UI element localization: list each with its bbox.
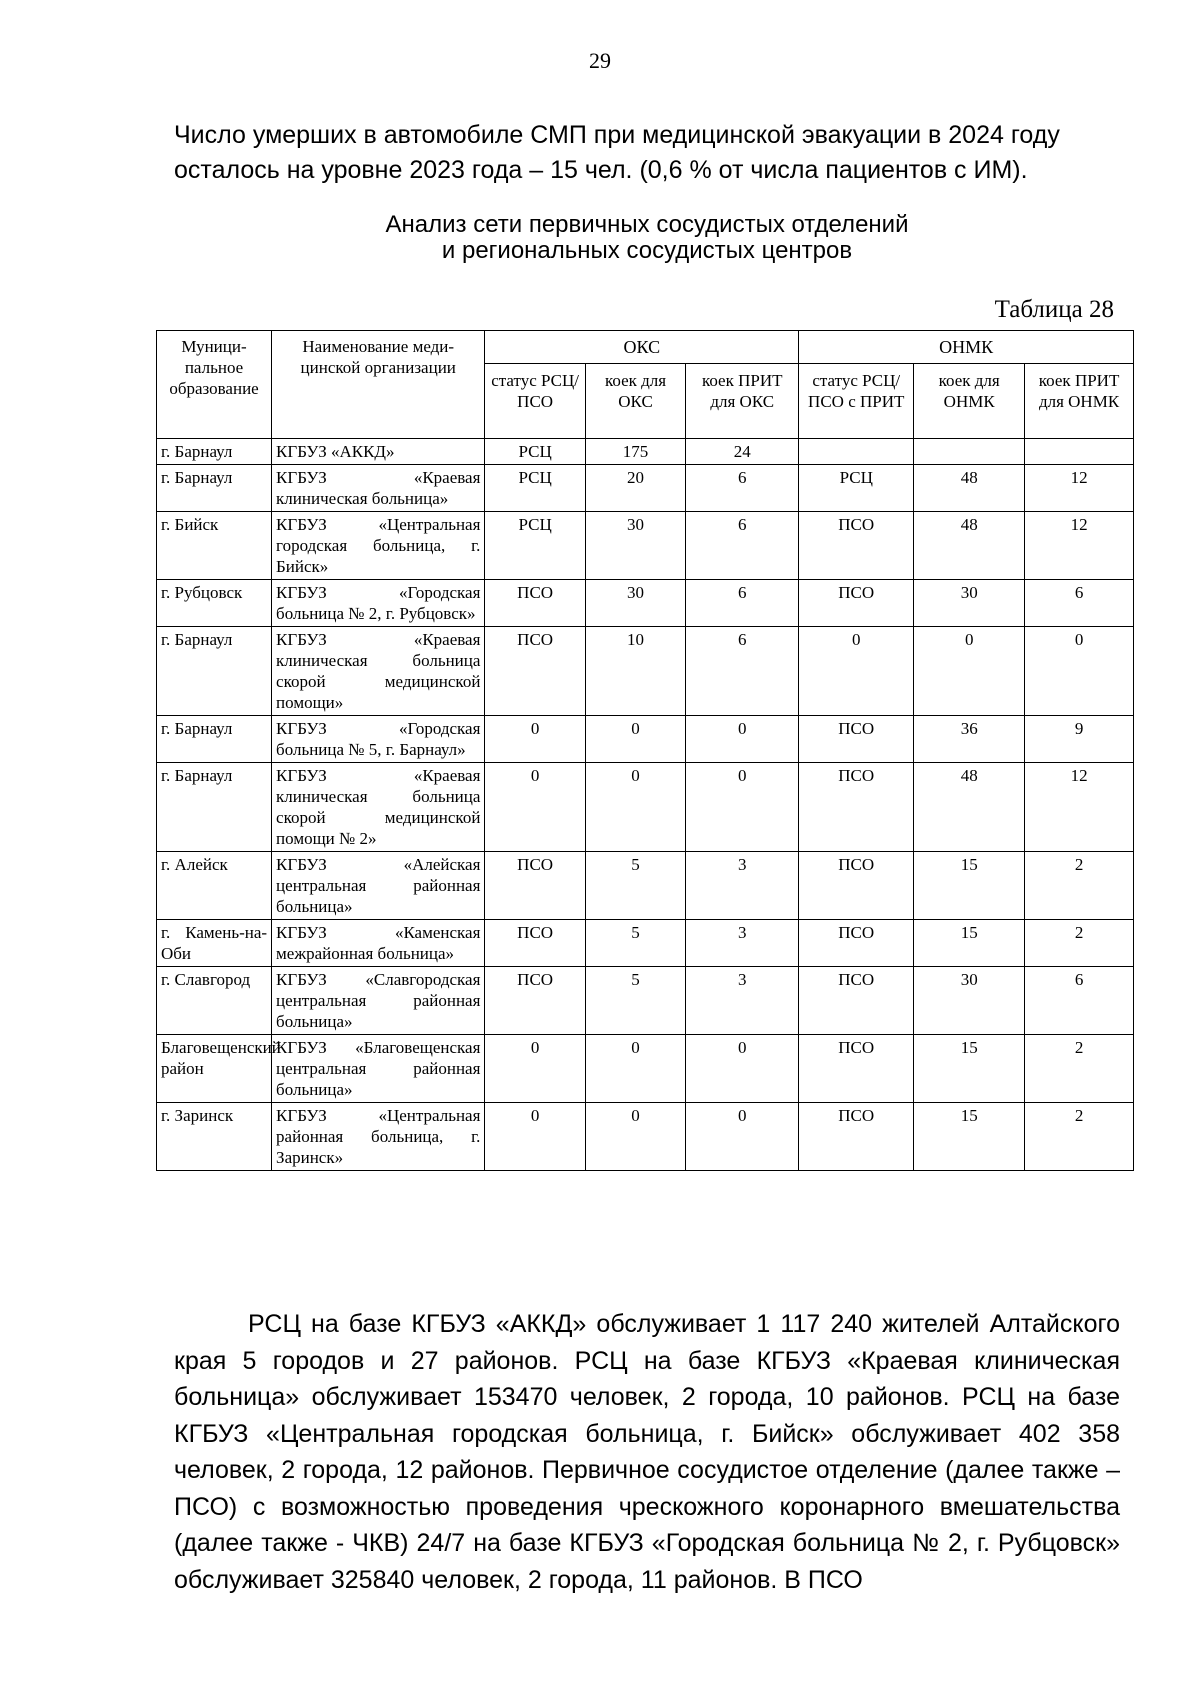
cell-oks-beds: 5 [585, 967, 685, 1035]
cell-onmk-beds: 15 [914, 1103, 1025, 1171]
cell-organization: КГБУЗ «Городская больница № 5, г. Барнаул» [272, 716, 485, 763]
header-onmk-beds: коек для ОНМК [914, 364, 1025, 439]
cell-oks-beds: 30 [585, 512, 685, 580]
cell-oks-prit: 0 [686, 716, 799, 763]
cell-oks-status: ПСО [485, 580, 585, 627]
cell-onmk-beds: 48 [914, 763, 1025, 852]
table-row [157, 716, 1134, 763]
cell-onmk-prit: 2 [1025, 1103, 1134, 1171]
cell-oks-status: РСЦ [485, 465, 585, 512]
table-row [157, 465, 1134, 512]
cell-onmk-status: ПСО [799, 852, 914, 920]
cell-organization: КГБУЗ «Центральная районная больница, г. Заринск» [272, 1103, 485, 1171]
cell-oks-beds: 10 [585, 627, 685, 716]
cell-oks-prit: 24 [686, 439, 799, 465]
cell-oks-prit: 0 [686, 1103, 799, 1171]
header-oks-status: статус РСЦ/ПСО [485, 364, 585, 439]
table-body [157, 439, 1134, 1171]
cell-oks-beds: 175 [585, 439, 685, 465]
cell-onmk-status: ПСО [799, 967, 914, 1035]
cell-organization: КГБУЗ «Славгородская центральная районная больница» [272, 967, 485, 1035]
cell-oks-beds: 5 [585, 920, 685, 967]
table-container [156, 330, 1134, 1171]
cell-municipality: г. Барнаул [157, 627, 272, 716]
page-number: 29 [589, 48, 611, 73]
body-paragraph: РСЦ на базе КГБУЗ «АККД» обслуживает 1 117 240 жителей Алтайского края 5 городов и 27 районов. РСЦ на базе КГБУЗ «Краевая клиническая больница» обслуживает 153470 человек, 2 города, 10 районов. РСЦ на базе КГБУЗ «Центральная городская больница, г. Бийск» обслуживает 402 358 человек, 2 города, 12 районов. Первичное сосудистое отделение (далее также – ПСО) с возможностью проведения чрескожного коронарного вмешательства (далее также - ЧКВ) 24/7 на базе КГБУЗ «Городская больница № 2, г. Рубцовск» обслуживает 325840 человек, 2 города, 11 районов. В ПСО [174, 1310, 1120, 1594]
cell-oks-prit: 6 [686, 512, 799, 580]
cell-onmk-status: ПСО [799, 512, 914, 580]
cell-oks-prit: 6 [686, 627, 799, 716]
cell-oks-beds: 0 [585, 763, 685, 852]
cell-oks-prit: 6 [686, 465, 799, 512]
cell-municipality: г. Барнаул [157, 439, 272, 465]
header-onmk-prit: коек ПРИТ для ОНМК [1025, 364, 1134, 439]
cell-oks-beds: 30 [585, 580, 685, 627]
table-row [157, 512, 1134, 580]
cell-onmk-status [799, 439, 914, 465]
cell-oks-beds: 0 [585, 1103, 685, 1171]
cell-onmk-status: ПСО [799, 580, 914, 627]
section-title-line-1: Анализ сети первичных сосудистых отделений [385, 211, 909, 238]
header-oks-prit: коек ПРИТ для ОКС [686, 364, 799, 439]
cell-onmk-status: ПСО [799, 1035, 914, 1103]
cell-onmk-beds [914, 439, 1025, 465]
header-municipality: Муници-пальное образование [157, 331, 272, 439]
cell-municipality: г. Барнаул [157, 763, 272, 852]
cell-municipality: г. Славгород [157, 967, 272, 1035]
cell-onmk-beds: 30 [914, 967, 1025, 1035]
cell-oks-status: РСЦ [485, 512, 585, 580]
cell-organization: КГБУЗ «Краевая клиническая больница скорой медицинской помощи» [272, 627, 485, 716]
cell-oks-status: 0 [485, 763, 585, 852]
cell-onmk-prit: 6 [1025, 580, 1134, 627]
cell-oks-beds: 0 [585, 716, 685, 763]
cell-onmk-beds: 48 [914, 512, 1025, 580]
header-onmk-status: статус РСЦ/ПСО с ПРИТ [799, 364, 914, 439]
cell-onmk-prit: 2 [1025, 920, 1134, 967]
cell-onmk-prit: 0 [1025, 627, 1134, 716]
table-label: Таблица 28 [994, 296, 1114, 323]
section-title [174, 212, 1120, 264]
cell-municipality: г. Бийск [157, 512, 272, 580]
cell-oks-status: ПСО [485, 852, 585, 920]
cell-municipality: г. Камень-на-Оби [157, 920, 272, 967]
cell-oks-status: 0 [485, 1103, 585, 1171]
header-organization: Наименование меди-цинской организации [272, 331, 485, 439]
cell-onmk-beds: 36 [914, 716, 1025, 763]
cell-municipality: г. Барнаул [157, 465, 272, 512]
cell-organization: КГБУЗ «Городская больница № 2, г. Рубцовск» [272, 580, 485, 627]
cell-oks-status: ПСО [485, 920, 585, 967]
cell-oks-status: 0 [485, 716, 585, 763]
cell-onmk-beds: 30 [914, 580, 1025, 627]
cell-organization: КГБУЗ «Алейская центральная районная больница» [272, 852, 485, 920]
cell-onmk-status: ПСО [799, 716, 914, 763]
cell-oks-prit: 3 [686, 920, 799, 967]
cell-oks-prit: 6 [686, 580, 799, 627]
vascular-centers-table [156, 330, 1134, 1171]
cell-municipality: г. Заринск [157, 1103, 272, 1171]
cell-oks-beds: 20 [585, 465, 685, 512]
header-oks-beds: коек для ОКС [585, 364, 685, 439]
cell-onmk-status: 0 [799, 627, 914, 716]
section-title-line-2: и региональных сосудистых центров [441, 237, 853, 264]
cell-organization: КГБУЗ «Каменская межрайонная больница» [272, 920, 485, 967]
cell-oks-status: ПСО [485, 967, 585, 1035]
cell-onmk-prit: 6 [1025, 967, 1134, 1035]
cell-oks-status: РСЦ [485, 439, 585, 465]
cell-onmk-prit [1025, 439, 1134, 465]
header-onmk-group: ОНМК [799, 331, 1134, 364]
cell-onmk-beds: 15 [914, 920, 1025, 967]
table-row [157, 920, 1134, 967]
cell-onmk-status: ПСО [799, 920, 914, 967]
table-row [157, 439, 1134, 465]
cell-oks-prit: 0 [686, 1035, 799, 1103]
table-row [157, 852, 1134, 920]
cell-municipality: Благовещенский район [157, 1035, 272, 1103]
cell-onmk-prit: 12 [1025, 763, 1134, 852]
cell-onmk-status: РСЦ [799, 465, 914, 512]
cell-oks-prit: 0 [686, 763, 799, 852]
cell-oks-prit: 3 [686, 852, 799, 920]
cell-onmk-prit: 9 [1025, 716, 1134, 763]
cell-onmk-status: ПСО [799, 763, 914, 852]
cell-oks-prit: 3 [686, 967, 799, 1035]
table-row [157, 763, 1134, 852]
cell-municipality: г. Барнаул [157, 716, 272, 763]
intro-paragraph: Число умерших в автомобиле СМП при медицинской эвакуации в 2024 году осталось на уровне 2023 года – 15 чел. (0,6 % от числа пациентов с ИМ). [174, 121, 1060, 184]
table-row [157, 580, 1134, 627]
table-row [157, 967, 1134, 1035]
table-row [157, 627, 1134, 716]
cell-oks-beds: 5 [585, 852, 685, 920]
table-row [157, 1103, 1134, 1171]
cell-oks-status: ПСО [485, 627, 585, 716]
cell-onmk-prit: 12 [1025, 465, 1134, 512]
cell-organization: КГБУЗ «Центральная городская больница, г. Бийск» [272, 512, 485, 580]
cell-onmk-prit: 2 [1025, 1035, 1134, 1103]
cell-oks-status: 0 [485, 1035, 585, 1103]
cell-onmk-prit: 12 [1025, 512, 1134, 580]
cell-municipality: г. Рубцовск [157, 580, 272, 627]
cell-onmk-beds: 15 [914, 1035, 1025, 1103]
cell-municipality: г. Алейск [157, 852, 272, 920]
cell-organization: КГБУЗ «Краевая клиническая больница скорой медицинской помощи № 2» [272, 763, 485, 852]
cell-onmk-status: ПСО [799, 1103, 914, 1171]
cell-onmk-beds: 0 [914, 627, 1025, 716]
cell-oks-beds: 0 [585, 1035, 685, 1103]
header-oks-group: ОКС [485, 331, 799, 364]
cell-onmk-prit: 2 [1025, 852, 1134, 920]
cell-organization: КГБУЗ «Благовещенская центральная районная больница» [272, 1035, 485, 1103]
cell-organization: КГБУЗ «АККД» [272, 439, 485, 465]
cell-onmk-beds: 48 [914, 465, 1025, 512]
cell-organization: КГБУЗ «Краевая клиническая больница» [272, 465, 485, 512]
table-row [157, 1035, 1134, 1103]
cell-onmk-beds: 15 [914, 852, 1025, 920]
